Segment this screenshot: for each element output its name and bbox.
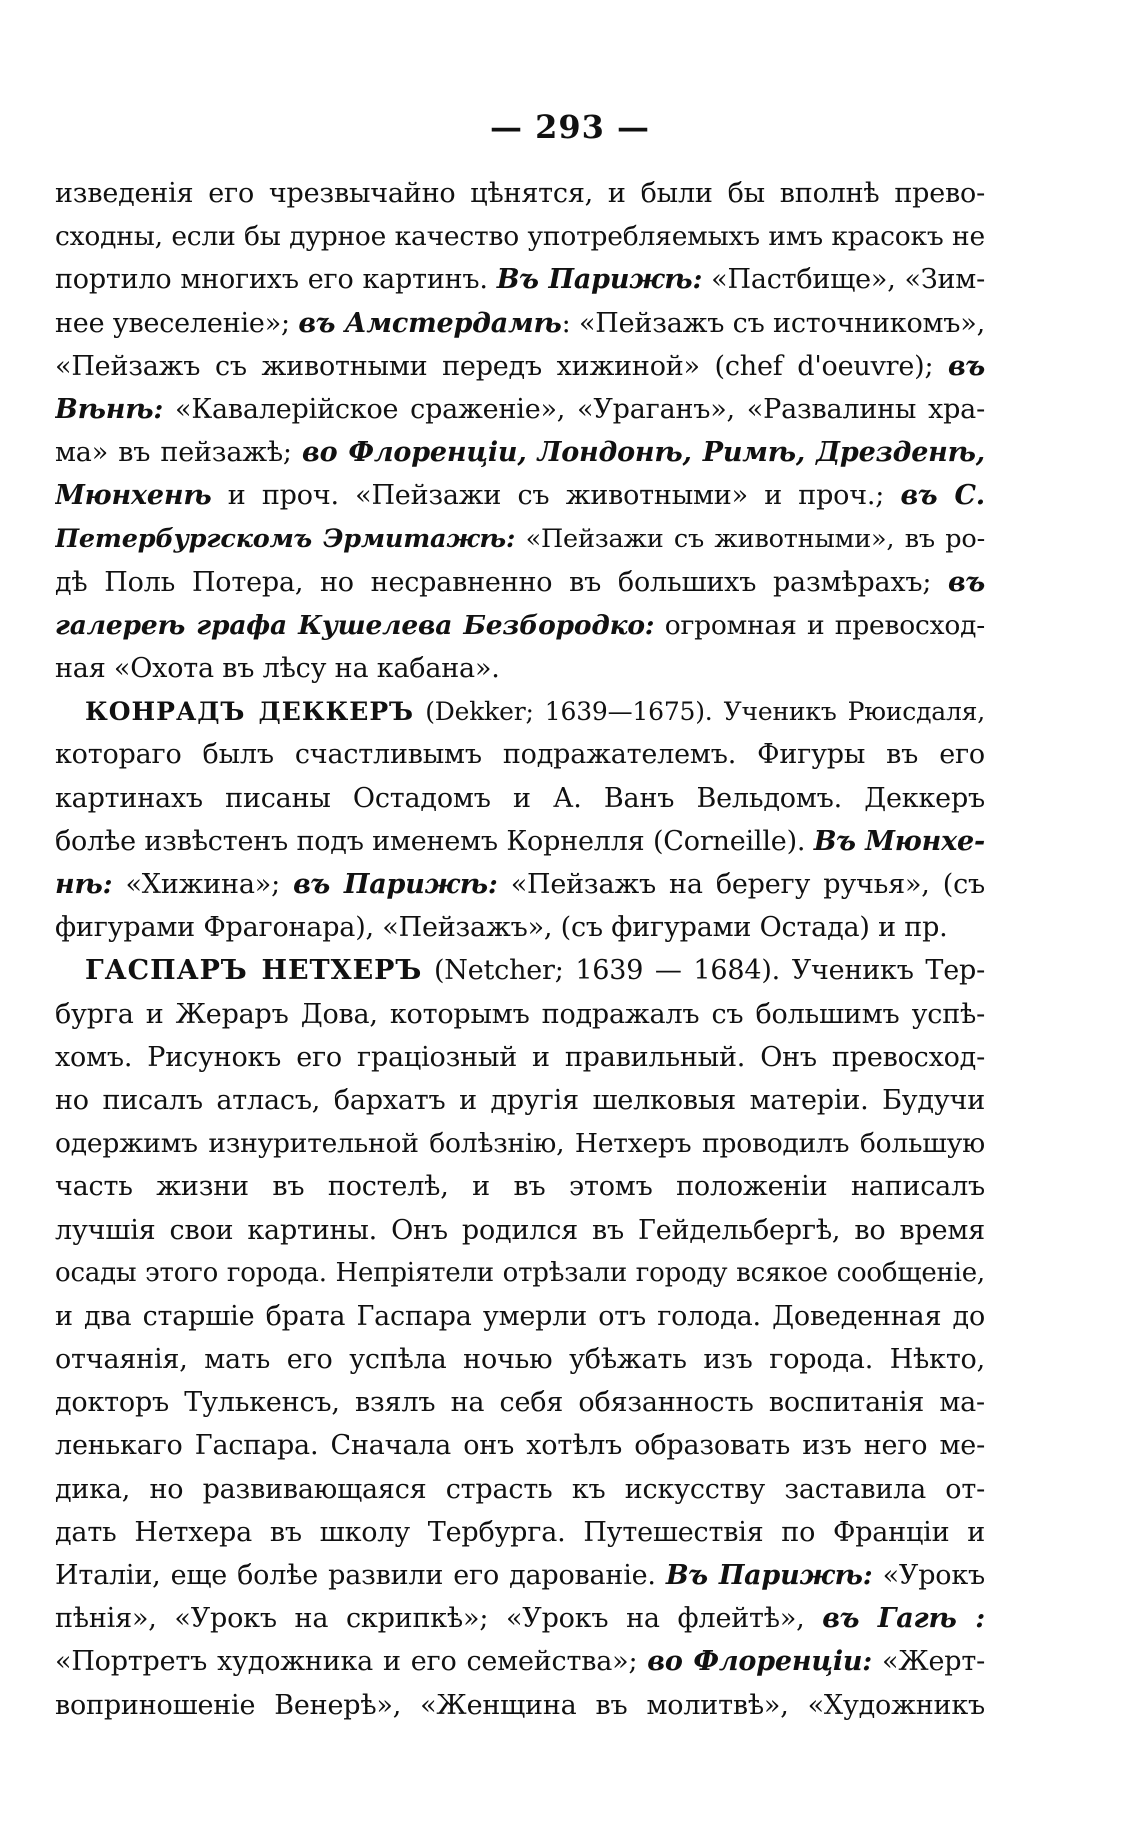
text-line — [55, 215, 985, 258]
text-run: ма» въ пейзажѣ; — [55, 437, 303, 469]
text-run: «Пейзажи съ животными», въ ро- — [515, 523, 985, 554]
text-line — [55, 690, 985, 733]
text-run: котораго былъ счастливымъ подражателемъ. Фигуры въ его — [55, 739, 985, 771]
text-line — [55, 604, 985, 647]
text-run: пѣнія», «Урокъ на скрипкѣ»; «Урокъ на флейтѣ», — [55, 1603, 823, 1635]
text-run: изведенія его чрезвычайно цѣнятся, и были бы вполнѣ прево- — [55, 178, 985, 209]
text-run: «Жерт- — [872, 1646, 985, 1678]
text-run: «Пейзажъ на берегу ручья», (съ — [497, 869, 985, 900]
text-run: дать Нетхера въ школу Тербурга. Путешествія по Франціи и — [55, 1516, 985, 1548]
text-line — [55, 1597, 985, 1640]
italic-run: въ — [948, 350, 985, 382]
italic-run: въ — [948, 566, 985, 598]
text-line — [55, 388, 985, 431]
italic-run: въ С. — [900, 480, 985, 512]
text-run: воприношеніе Венерѣ», «Женщина въ молитвѣ», «Художникъ — [55, 1689, 985, 1721]
text-line — [55, 1554, 985, 1597]
text-run: (Netcher; 1639 — 1684). Ученикъ Тер- — [422, 955, 985, 987]
italic-run: Мюнхенѣ — [55, 480, 212, 512]
text-run: : «Пейзажъ съ источникомъ», — [561, 307, 985, 339]
text-line — [55, 777, 985, 820]
text-line — [55, 1165, 985, 1208]
text-line — [55, 647, 985, 690]
text-line — [55, 1468, 985, 1511]
text-run: «Портретъ художника и его семейства»; — [55, 1646, 648, 1678]
text-line — [55, 1295, 985, 1338]
text-run: огромная и превосход- — [654, 609, 985, 641]
italic-run: въ Парижѣ: — [293, 869, 498, 900]
text-run: нее увеселеніе»; — [55, 307, 299, 339]
text-line — [55, 258, 985, 301]
text-line — [55, 1640, 985, 1683]
text-run: сходны, если бы дурное качество употребляемыхъ имъ красокъ не — [55, 221, 985, 253]
italic-run: галереѣ графа Кушелева Безбородко: — [55, 609, 655, 641]
text-line — [55, 949, 985, 992]
text-line — [55, 1209, 985, 1252]
text-line — [55, 820, 985, 863]
text-run: «Урокъ — [872, 1560, 985, 1591]
text-run: Италіи, еще болѣе развили его дарованіе. — [55, 1560, 666, 1591]
italic-run: нѣ: — [55, 869, 113, 900]
italic-run: Петербургскомъ Эрмитажѣ: — [55, 523, 516, 554]
text-run: бурга и Жераръ Дова, которымъ подражалъ съ большимъ успѣ- — [55, 998, 985, 1030]
text-run: хомъ. Рисунокъ его граціозный и правильный. Онъ превосход- — [55, 1041, 985, 1073]
text-run: «Кавалерійское сраженіе», «Ураганъ», «Развалины хра- — [163, 393, 985, 425]
text-run: ная «Охота въ лѣсу на кабана». — [55, 653, 500, 685]
text-line — [55, 733, 985, 776]
text-run: (Dekker; 1639—1675). Ученикъ Рюисдаля, — [414, 697, 985, 727]
text-line — [55, 518, 985, 561]
artist-name: ГАСПАРЪ НЕТХЕРЪ — [85, 955, 423, 987]
text-line — [55, 863, 985, 906]
text-line — [55, 906, 985, 949]
text-run: осады этого города. Непріятели отрѣзали городу всякое сообщеніе, — [55, 1257, 985, 1288]
text-run: болѣе извѣстенъ подъ именемъ Корнелля (Corneille). — [55, 825, 814, 857]
text-line — [55, 993, 985, 1036]
text-run: «Хижина»; — [112, 869, 294, 900]
text-line — [55, 1338, 985, 1381]
text-run: портило многихъ его картинъ. — [55, 264, 497, 296]
text-line — [55, 1036, 985, 1079]
text-line — [55, 1684, 985, 1727]
italic-run: во Флоренціи, Лондонѣ, Римѣ, Дрезденѣ, — [302, 437, 985, 469]
italic-run: Вѣнѣ: — [55, 393, 164, 425]
text-line — [55, 345, 985, 388]
text-line — [55, 1079, 985, 1122]
text-line — [55, 561, 985, 604]
text-line — [55, 1511, 985, 1554]
text-line — [55, 1381, 985, 1424]
text-line — [55, 474, 985, 517]
artist-name: КОНРАДЪ ДЕККЕРЪ — [85, 697, 415, 727]
italic-run: Въ Мюнхе- — [813, 825, 985, 857]
text-run: одержимъ изнурительной болѣзнію, Нетхеръ проводилъ большую — [55, 1128, 985, 1160]
text-run: картинахъ писаны Остадомъ и А. Ванъ Вельдомъ. Деккеръ — [55, 782, 985, 814]
text-run: фигурами Фрагонара), «Пейзажъ», (съ фигурами Остада) и пр. — [55, 912, 948, 944]
text-run: но писалъ атласъ, бархатъ и другія шелковыя матеріи. Будучи — [55, 1084, 985, 1116]
italic-run: Въ Парижѣ: — [665, 1560, 873, 1591]
text-run: и проч. «Пейзажи съ животными» и проч.; — [211, 480, 901, 512]
text-run: «Пастбище», «Зим- — [702, 264, 985, 296]
text-line — [55, 1424, 985, 1467]
text-run: и два старшіе брата Гаспара умерли отъ голода. Доведенная до — [55, 1300, 985, 1332]
text-run: ленькаго Гаспара. Сначала онъ хотѣлъ образовать изъ него ме- — [55, 1430, 985, 1462]
italic-run: во Флоренціи: — [647, 1646, 873, 1678]
text-run: часть жизни въ постелѣ, и въ этомъ положеніи написалъ — [55, 1171, 985, 1203]
text-line — [55, 172, 985, 215]
italic-run: Въ Парижѣ: — [496, 264, 703, 296]
text-line — [55, 1122, 985, 1165]
text-line — [55, 302, 985, 345]
text-run: отчаянія, мать его успѣла ночью убѣжать изъ города. Нѣкто, — [55, 1344, 985, 1376]
text-run: лучшія свои картины. Онъ родился въ Гейдельбергѣ, во время — [55, 1214, 985, 1246]
italic-run: въ Гагѣ : — [822, 1603, 985, 1635]
text-run: дика, но развивающаяся страсть къ искусству заставила от- — [55, 1473, 985, 1505]
italic-run: въ Амстердамѣ — [298, 307, 562, 339]
text-run: «Пейзажъ съ животными передъ хижиной» (chef d'oeuvre); — [55, 350, 949, 382]
text-run: дѣ Поль Потера, но несравненно въ большихъ размѣрахъ; — [55, 566, 949, 598]
text-run: докторъ Тулькенсъ, взялъ на себя обязанность воспитанія ма- — [55, 1387, 985, 1419]
body-text — [55, 172, 985, 1727]
text-line — [55, 1252, 985, 1295]
text-line — [55, 431, 985, 474]
page-number: — 293 — — [489, 108, 651, 146]
